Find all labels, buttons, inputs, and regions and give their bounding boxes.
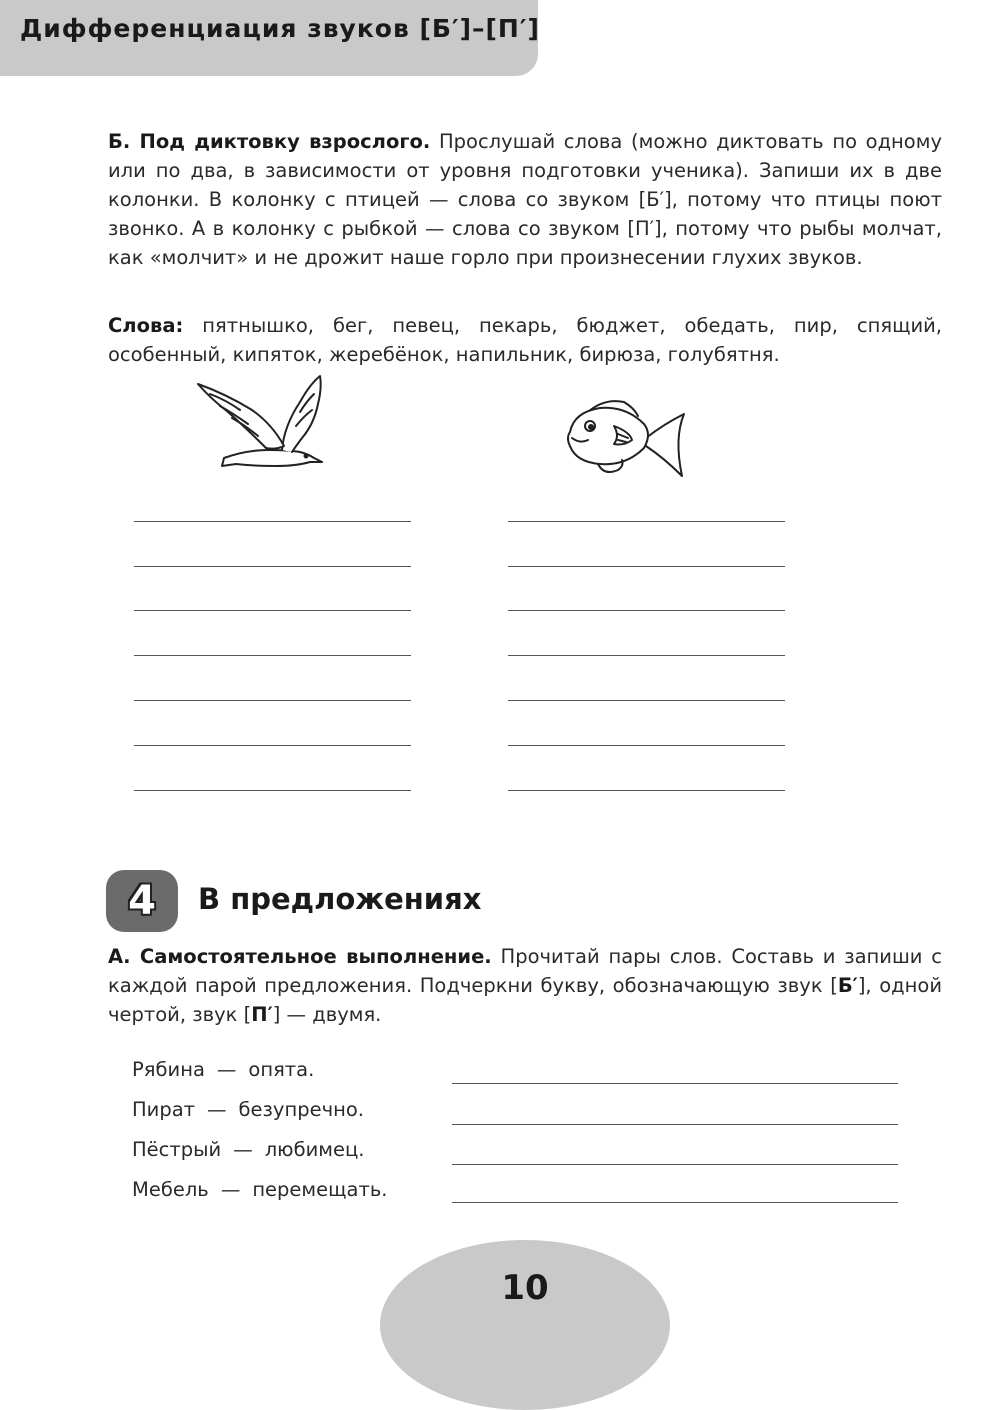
pair-dash: — (207, 1098, 227, 1121)
bird-write-line[interactable] (134, 790, 411, 791)
task-b-label: Б. Под диктовку взрослого. (108, 130, 431, 153)
fish-write-line[interactable] (508, 790, 785, 791)
bird-write-line[interactable] (134, 745, 411, 746)
words-text: пятнышко, бег, певец, пекарь, бюджет, обедать, пир, спящий, особенный, кипяток, жеребёнок, напильник, бирюза, голубятня. (108, 314, 942, 366)
word-pair (132, 1138, 364, 1161)
pair-right-word: любимец. (264, 1138, 365, 1161)
pair-right-word: опята. (248, 1058, 315, 1081)
pair-right-word: безупречно. (238, 1098, 364, 1121)
bird-write-line[interactable] (134, 700, 411, 701)
page-title: Дифференциация звуков [Б′]–[П′] (20, 14, 540, 43)
bird-write-line[interactable] (134, 566, 411, 567)
sentence-write-line[interactable] (452, 1124, 898, 1125)
task-a-text-2: ], одной чертой, звук [ (108, 974, 942, 1026)
task-a-text-1: Прочитай пары слов. Составь и запиши с каждой парой предложения. Подчеркни букву, обозначающую звук [ (108, 945, 943, 997)
sentence-write-line[interactable] (452, 1083, 898, 1084)
page-number-oval (380, 1240, 670, 1410)
p-sound: П′ (251, 1003, 273, 1026)
bird-write-line[interactable] (134, 521, 411, 522)
section-number-badge (106, 870, 178, 932)
word-pair (132, 1098, 364, 1121)
pair-left-word: Пёстрый (132, 1138, 222, 1161)
sentence-write-line[interactable] (452, 1202, 898, 1203)
task-b-paragraph (108, 127, 942, 272)
sentence-write-line[interactable] (452, 1164, 898, 1165)
pair-dash: — (216, 1058, 237, 1081)
section-title: В предложениях (198, 882, 482, 916)
fish-write-line[interactable] (508, 521, 785, 522)
fish-write-line[interactable] (508, 745, 785, 746)
bird-write-line[interactable] (134, 610, 411, 611)
task-a-text-3: ] — двумя. (272, 1003, 382, 1026)
task-b-text: Прослушай слова (можно диктовать по одному или по два, в зависимости от уровня подготовки ученика). Запиши их в две колонки. В колонку с птицей — слова со звуком [Б′], потому что птицы поют звонко. А в колонку с рыбкой — слова со звуком [П′], потому что рыбы молчат, как «молчит» и не дрожит наше горло при произнесении глухих звуков. (108, 130, 942, 269)
fish-write-line[interactable] (508, 566, 785, 567)
pair-dash: — (233, 1138, 253, 1161)
pair-left-word: Мебель (132, 1178, 209, 1201)
words-label: Слова: (108, 314, 184, 337)
section-number: 4 (128, 878, 156, 924)
fish-write-line[interactable] (508, 700, 785, 701)
page-number: 10 (501, 1268, 549, 1308)
pair-dash: — (220, 1178, 241, 1201)
word-pair (132, 1058, 314, 1081)
task-a-label: А. Самостоятельное выполнение. (108, 945, 492, 968)
fish-write-line[interactable] (508, 610, 785, 611)
pair-left-word: Рябина (132, 1058, 205, 1081)
task-a-paragraph (108, 942, 942, 1029)
b-sound: Б′ (837, 974, 858, 997)
bird-icon (196, 372, 326, 472)
word-pair (132, 1178, 388, 1201)
bird-write-line[interactable] (134, 655, 411, 656)
fish-write-line[interactable] (508, 655, 785, 656)
pair-left-word: Пират (132, 1098, 196, 1121)
pair-right-word: перемещать. (252, 1178, 388, 1201)
words-paragraph (108, 311, 942, 369)
fish-icon (564, 396, 690, 480)
